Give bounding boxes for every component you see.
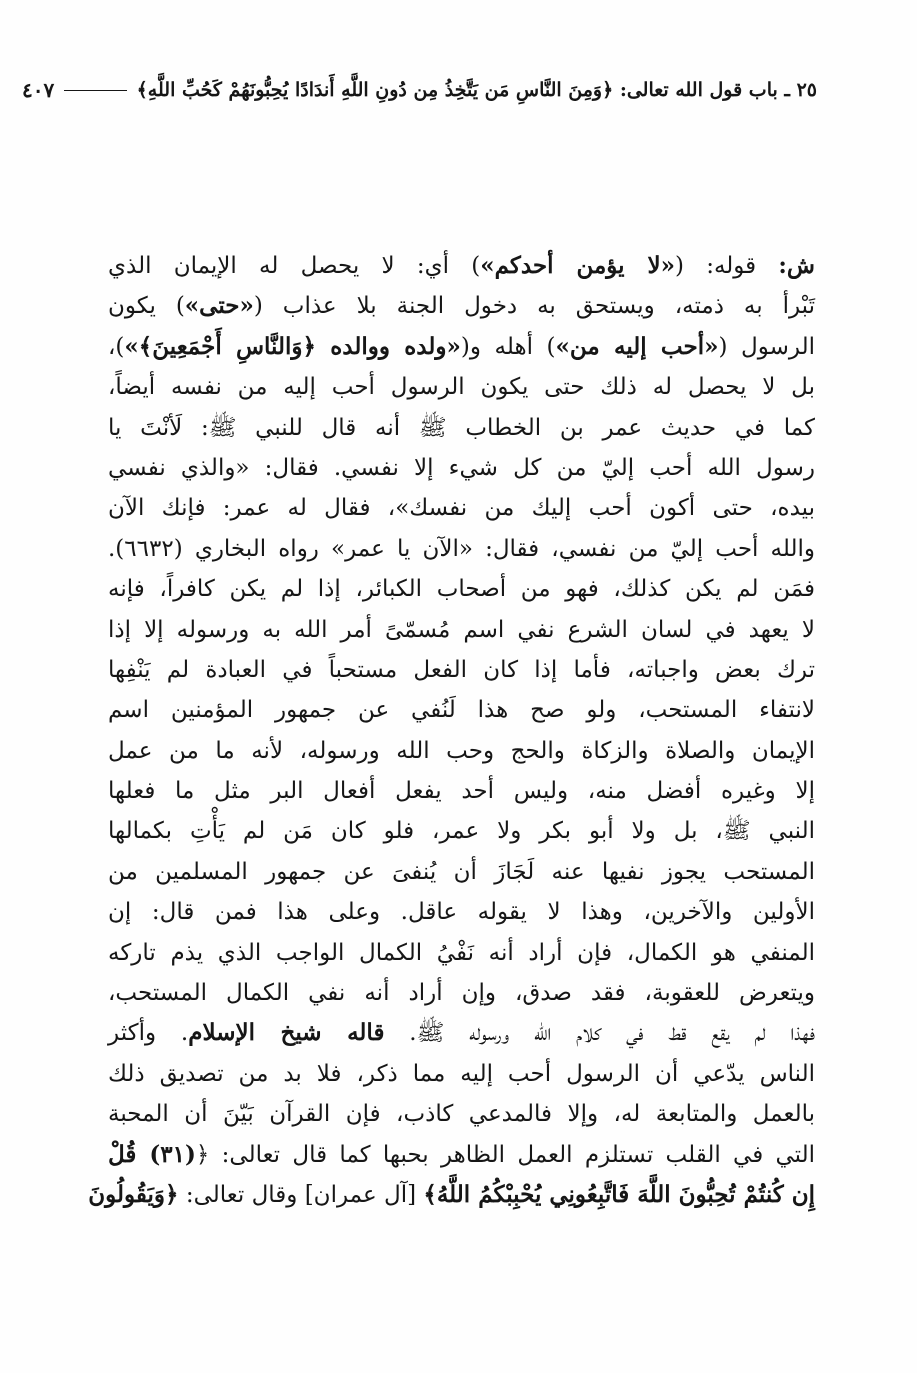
text-segment: الأولين والآخرين، وهذا لا يقوله عاقل. وعلى هذا فمن قال: إن	[108, 899, 815, 926]
text-line	[108, 246, 815, 286]
commentary-body	[88, 246, 816, 1215]
bold-text-segment: ش:	[778, 252, 815, 279]
text-line	[108, 448, 815, 488]
text-line	[108, 488, 815, 528]
bold-text-segment: إِن كُنتُمْ تُحِبُّونَ اللَّهَ فَاتَّبِعُونِي يُحْبِبْكُمُ اللَّهُ﴾	[423, 1180, 815, 1208]
text-segment: ) أي: لا يحصل له الإيمان الذي	[108, 253, 481, 279]
text-segment: ) يكون	[108, 293, 185, 320]
bold-text-segment: «حتى»	[184, 292, 254, 320]
bold-text-segment: «ولده ووالده ﴿وَالنَّاسِ أَجْمَعِينَ﴾»	[124, 332, 461, 360]
bold-text-segment: «لا يؤمن أحدكم»	[480, 252, 675, 279]
bold-text-segment: ﴿وَيَقُولُونَ	[88, 1180, 179, 1208]
text-segment: والله أحب إليّ من نفسي، فقال: «الآن يا عمر» رواه البخاري (٦٦٣٢).	[108, 535, 816, 562]
text-segment: بيده، حتى أكون أحب إليك من نفسك»، فقال له عمر: فإنك الآن	[108, 495, 815, 522]
text-segment: قوله: (	[675, 253, 779, 279]
text-line	[108, 852, 815, 892]
text-segment: )،	[108, 333, 125, 360]
text-line	[108, 650, 815, 690]
bold-text-segment: قاله شيخ الإسلام	[188, 1019, 385, 1047]
text-segment: لانتفاء المستحب، ولو صح هذا لَنُفي عن جمهور المؤمنين اسم	[108, 697, 815, 724]
text-segment: . وأكثر	[108, 1020, 189, 1047]
text-segment: المنفي هو الكمال، فإن أراد أنه نَفْيُ الكمال الواجب الذي يذم تاركه	[108, 939, 815, 966]
text-segment: الناس يدّعي أن الرسول أحب إليه مما ذكر، فلا بد من تصديق ذلك	[108, 1060, 815, 1087]
text-segment: رسول الله أحب إليّ من كل شيء إلا نفسي. فقال: «والذي نفسي	[108, 454, 815, 481]
bold-text-segment: «أحب إليه من»	[555, 332, 719, 360]
text-line	[108, 367, 815, 407]
text-line	[108, 731, 815, 771]
text-segment: التي في القلب تستلزم العمل الظاهر بحبها كما قال تعالى: ﴿	[195, 1141, 815, 1168]
text-line	[108, 771, 815, 811]
text-segment: المستحب يجوز نفيها عنه لَجَازَ أن يُنفىَ عن جمهور المسلمين من	[108, 858, 815, 885]
text-segment: الرسول (	[718, 333, 815, 360]
text-segment: إلا وغيره أفضل منه، وليس أحد يفعل أفعال البر مثل ما فعلها	[108, 778, 815, 805]
text-line	[108, 892, 815, 932]
text-line	[108, 286, 815, 326]
text-segment: كما في حديث عمر بن الخطاب ﷺ أنه قال للنبي ﷺ: لَأنْتَ يا	[108, 414, 815, 441]
text-line	[108, 973, 815, 1013]
text-line	[108, 569, 815, 609]
text-segment: النبي ﷺ، بل ولا أبو بكر ولا عمر، فلو كان مَن لم يَأْتِ بكمالها	[108, 818, 815, 845]
bold-text-segment: (٣١) قُلْ	[108, 1140, 196, 1168]
chapter-title: ٢٥ ـ باب قول الله تعالى: ﴿وَمِنَ النَّاسِ مَن يَتَّخِذُ مِن دُونِ اللَّهِ أَندَادًا يُحِبُّونَهُمْ كَحُبِّ اللَّهِ﴾	[136, 79, 817, 101]
text-line	[108, 408, 815, 448]
text-line	[108, 933, 815, 973]
text-segment: الإيمان والصلاة والزكاة والحج وحب الله ورسوله، لأنه ما من عمل	[108, 737, 815, 764]
text-segment: ويتعرض للعقوبة، فقد صدق، وإن أراد أنه نفي الكمال المستحب،	[108, 980, 815, 1007]
text-segment: ترك بعض واجباته، فأما إذا كان الفعل مستحباً في العبادة لم يَنْفِها	[108, 656, 815, 683]
page-number: ٤٠٧	[22, 78, 55, 102]
text-line	[108, 529, 815, 569]
text-line	[108, 811, 815, 851]
text-segment: بالعمل والمتابعة له، وإلا فالمدعي كاذب، فإن القرآن بَيّنَ أن المحبة	[108, 1101, 815, 1128]
running-header	[22, 70, 817, 110]
text-line	[108, 1013, 815, 1053]
text-segment: فهذا لم يقع قط في كلام الله ورسوله ﷺ.	[384, 1020, 815, 1047]
text-segment: تَبْرأ به ذمته، ويستحق به دخول الجنة بلا عذاب (	[253, 293, 815, 320]
text-line	[108, 690, 815, 730]
text-line	[88, 1175, 815, 1215]
text-segment: فمَن لم يكن كذلك، فهو من أصحاب الكبائر، إذا لم يكن كافراً، فإنه	[108, 576, 815, 603]
header-rule	[64, 90, 126, 91]
text-line	[108, 1135, 815, 1175]
text-segment: ) أهله و(	[460, 333, 556, 360]
text-segment: بل لا يحصل له ذلك حتى يكون الرسول أحب إليه من نفسه أيضاً،	[108, 374, 815, 401]
text-line	[108, 1094, 815, 1134]
text-line	[108, 610, 815, 650]
text-line	[108, 1054, 815, 1094]
text-line	[108, 327, 815, 367]
text-segment: [آل عمران] وقال تعالى:	[178, 1181, 424, 1208]
text-segment: لا يعهد في لسان الشرع نفي اسم مُسمّىً أمر الله به ورسوله إلا إذا	[108, 616, 815, 643]
